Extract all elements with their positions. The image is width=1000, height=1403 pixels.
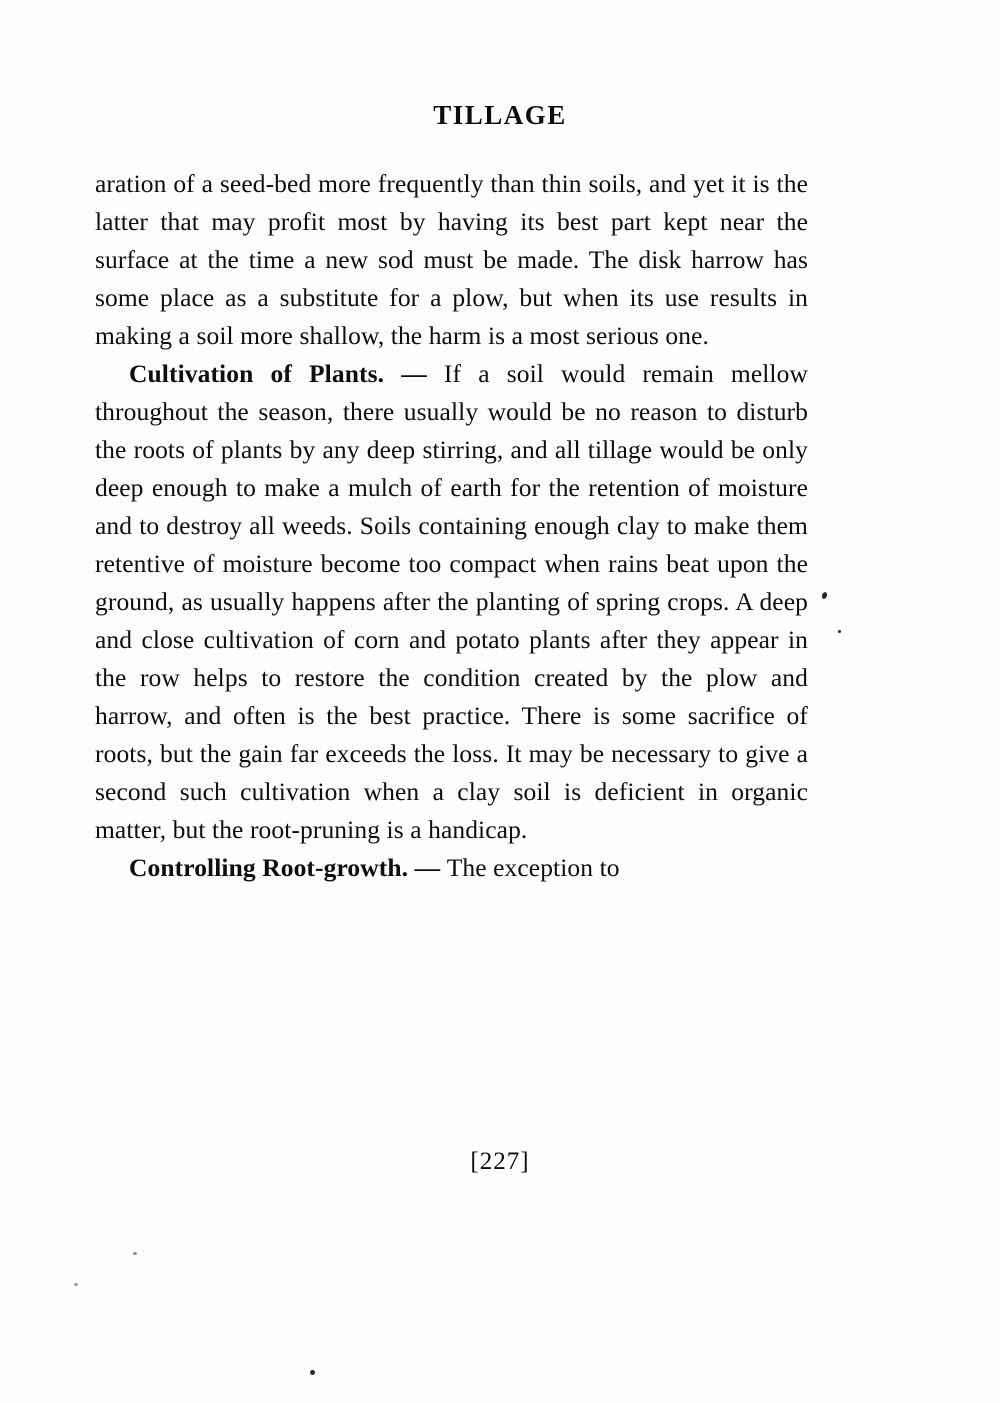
paragraph-text: If a soil would remain mellow throughout the season, there usually would be no reason to disturb the roots of plants by any deep stirring, and all tillage would be only deep enough to make a mulch of earth for the retention of moisture and to destroy all weeds. Soils containing enough clay to make them retentive of moisture become too compact when rains beat upon the ground, as usually happens after the planting of spring crops. A deep and close cultivation of corn and potato plants after they appear in the row helps to restore the condition created by the plow and harrow, and often is the best practice. There is some sacrifice of roots, but the gain far exceeds the loss. It may be necessary to give a second such cultivation when a clay soil is deficient in organic matter, but the root-pruning is a handicap.: [95, 359, 808, 844]
text-block: [95, 165, 808, 887]
paragraph: [95, 849, 808, 887]
paragraph-text: The exception to: [446, 853, 620, 882]
run-in-heading: Controlling Root-growth. —: [129, 853, 447, 882]
page-number: [227]: [470, 1148, 530, 1175]
ink-speck-icon: [838, 630, 841, 633]
paragraph: [95, 355, 808, 849]
ink-speck-icon: [821, 591, 828, 599]
run-in-heading: Cultivation of Plants. —: [129, 359, 444, 388]
paragraph: [95, 165, 808, 355]
running-head: TILLAGE: [433, 100, 567, 130]
ink-speck-icon: [310, 1370, 315, 1375]
ink-speck-icon: [74, 1283, 78, 1286]
ink-speck-icon: [133, 1252, 137, 1255]
paragraph-text: aration of a seed-bed more frequently than thin soils, and yet it is the latter that may profit most by having its best part kept near the surface at the time a new sod must be made. The disk harrow has some place as a substitute for a plow, but when its use results in making a soil more shallow, the harm is a most serious one.: [95, 169, 808, 350]
